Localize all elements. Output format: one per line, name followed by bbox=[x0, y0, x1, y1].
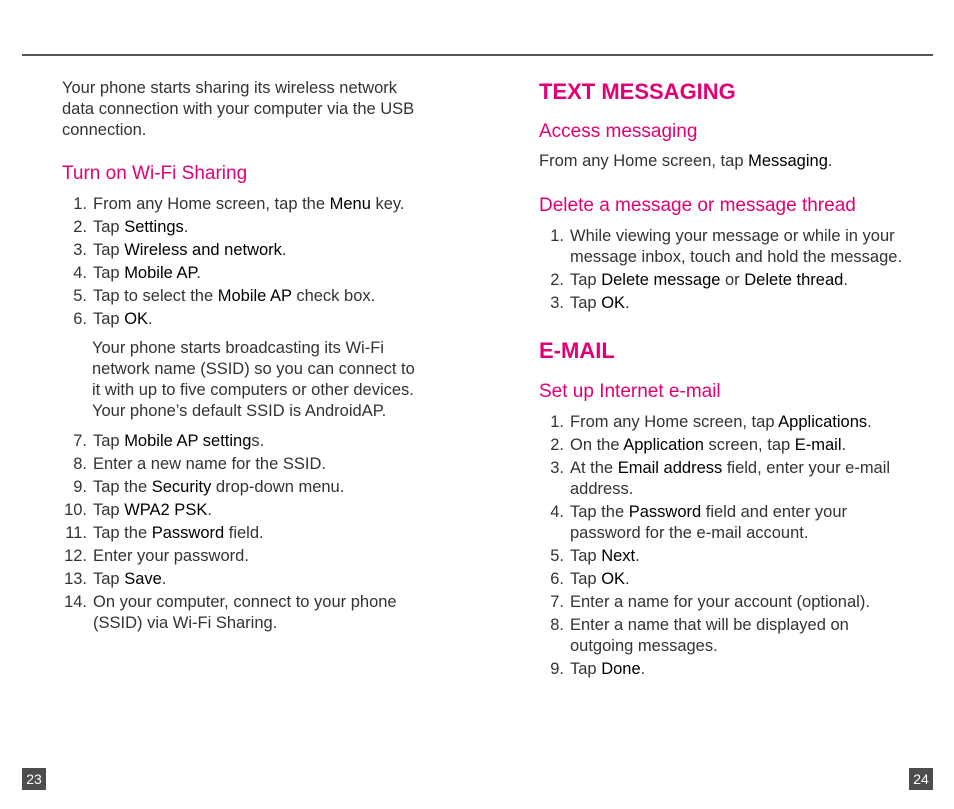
ui-term: Password bbox=[628, 503, 702, 521]
step-text: Tap the bbox=[93, 478, 152, 496]
step-number: 1. bbox=[73, 195, 87, 213]
step-text: Tap to select the bbox=[93, 287, 218, 305]
list-item bbox=[539, 546, 909, 567]
ui-term: E-mail bbox=[794, 436, 842, 454]
list-item bbox=[62, 523, 422, 544]
ui-term: Mobile AP bbox=[217, 287, 292, 305]
list-item bbox=[62, 592, 422, 634]
list-item bbox=[539, 293, 909, 314]
step-text: Tap bbox=[93, 432, 125, 450]
list-item bbox=[539, 270, 909, 291]
list-item bbox=[62, 263, 422, 284]
list-item bbox=[539, 458, 909, 500]
step-number: 3. bbox=[550, 459, 564, 477]
step-number: 5. bbox=[73, 287, 87, 305]
step-text: s. bbox=[251, 432, 265, 450]
step-text: At the bbox=[570, 459, 618, 477]
list-item bbox=[539, 226, 909, 268]
step-text: Enter a new name for the SSID. bbox=[93, 455, 326, 473]
step-number: 9. bbox=[73, 478, 87, 496]
step-text: Tap bbox=[93, 570, 125, 588]
ui-term: WPA2 PSK bbox=[124, 501, 208, 519]
ui-term: Mobile AP setting bbox=[124, 432, 252, 450]
setup-email-heading: Set up Internet e-mail bbox=[539, 381, 721, 402]
setup-steps-list bbox=[539, 412, 909, 680]
step-number: 2. bbox=[550, 271, 564, 289]
ui-term: OK bbox=[601, 294, 626, 312]
ui-term: Delete thread bbox=[744, 271, 844, 289]
step-text: . bbox=[640, 660, 646, 678]
step-number: 1. bbox=[550, 413, 564, 431]
step-text: . bbox=[625, 294, 630, 312]
step-text: check box. bbox=[291, 287, 376, 305]
list-item bbox=[62, 194, 422, 215]
step-text: Tap bbox=[570, 294, 602, 312]
step-number: 5. bbox=[550, 547, 564, 565]
step-number: 13. bbox=[64, 570, 87, 588]
list-item bbox=[62, 546, 422, 567]
step-text: . bbox=[183, 218, 189, 236]
ui-term: Menu bbox=[329, 195, 371, 213]
list-item bbox=[62, 286, 422, 307]
step-number: 2. bbox=[73, 218, 87, 236]
wifi-steps-list-continued bbox=[62, 431, 422, 634]
step-text: On your computer, connect to your phone (SSID) via Wi-Fi Sharing. bbox=[93, 593, 397, 632]
list-item bbox=[62, 240, 422, 261]
ui-term: Mobile AP bbox=[124, 264, 197, 282]
list-item bbox=[539, 659, 909, 680]
step-text: . bbox=[867, 413, 872, 431]
step-text: . bbox=[625, 570, 630, 588]
step-number: 2. bbox=[550, 436, 564, 454]
step-number: 9. bbox=[550, 660, 564, 678]
step-text: Tap bbox=[93, 501, 125, 519]
list-item bbox=[539, 412, 909, 433]
step-text: Tap bbox=[570, 570, 602, 588]
step-text: Tap bbox=[93, 264, 125, 282]
step-text: Tap bbox=[93, 218, 125, 236]
intro-paragraph: Your phone starts sharing its wireless network data connection with your computer via the USB connection. bbox=[62, 79, 415, 139]
step-text: key. bbox=[370, 195, 405, 213]
step-text: Tap the bbox=[93, 524, 152, 542]
step-number: 3. bbox=[550, 294, 564, 312]
list-item bbox=[62, 500, 422, 521]
ui-term: Done bbox=[601, 660, 641, 678]
left-column bbox=[62, 78, 422, 636]
step-text: Tap bbox=[93, 310, 125, 328]
step-text: field. bbox=[224, 524, 264, 542]
step-number: 11. bbox=[65, 524, 87, 542]
step-text: Tap the bbox=[570, 503, 629, 521]
wifi-sharing-heading: Turn on Wi-Fi Sharing bbox=[62, 163, 248, 184]
list-item bbox=[62, 431, 422, 452]
delete-message-heading: Delete a message or message thread bbox=[539, 195, 856, 216]
list-item bbox=[62, 569, 422, 590]
right-column bbox=[539, 78, 909, 682]
step-text: . bbox=[207, 501, 212, 519]
step-text: On the bbox=[570, 436, 624, 454]
list-item bbox=[539, 592, 909, 613]
text-messaging-heading: TEXT MESSAGING bbox=[539, 79, 736, 104]
step-number: 8. bbox=[550, 616, 564, 634]
ui-term: Save bbox=[124, 570, 162, 588]
delete-steps-list bbox=[539, 226, 909, 314]
step-text: . bbox=[161, 570, 167, 588]
step-text: drop-down menu. bbox=[211, 478, 345, 496]
step-text: field, enter your e-mail address. bbox=[570, 459, 891, 498]
step-text: . bbox=[148, 310, 153, 328]
step-text: or bbox=[720, 271, 745, 289]
step-text: . bbox=[841, 436, 847, 454]
step-number: 6. bbox=[73, 310, 87, 328]
ui-term: OK bbox=[601, 570, 626, 588]
list-item bbox=[539, 615, 909, 657]
messaging-term: Messaging bbox=[748, 152, 828, 170]
ui-term: OK bbox=[124, 310, 149, 328]
ui-term: Application bbox=[623, 436, 704, 454]
step-text: Tap bbox=[570, 547, 602, 565]
step-number: 14. bbox=[64, 593, 87, 611]
step-text: . bbox=[635, 547, 640, 565]
ui-term: Wireless and network bbox=[124, 241, 282, 259]
access-messaging-heading: Access messaging bbox=[539, 121, 698, 142]
ui-term: Email address bbox=[617, 459, 723, 477]
list-item bbox=[539, 502, 909, 544]
step-text: Enter your password. bbox=[93, 547, 249, 565]
step-text: Enter a name for your account (optional). bbox=[570, 593, 870, 611]
page-number-right: 24 bbox=[909, 768, 933, 790]
top-rule bbox=[22, 54, 933, 56]
step-number: 12. bbox=[64, 547, 87, 565]
list-item bbox=[62, 477, 422, 498]
list-item bbox=[62, 309, 422, 330]
step-number: 4. bbox=[550, 503, 564, 521]
list-item bbox=[62, 217, 422, 238]
step-text: . bbox=[196, 264, 201, 282]
list-item bbox=[62, 454, 422, 475]
step-text: . bbox=[281, 241, 287, 259]
ui-term: Settings bbox=[124, 218, 184, 236]
step-text: Enter a name that will be displayed on outgoing messages. bbox=[570, 616, 849, 655]
step-number: 7. bbox=[550, 593, 564, 611]
step-text: field and enter your password for the e-mail account. bbox=[570, 503, 848, 542]
step-text: Tap bbox=[570, 660, 602, 678]
step-text: While viewing your message or while in your message inbox, touch and hold the message. bbox=[570, 227, 903, 266]
list-item bbox=[539, 435, 909, 456]
step-number: 7. bbox=[73, 432, 87, 450]
step-number: 6. bbox=[550, 570, 564, 588]
step-text: Tap bbox=[93, 241, 125, 259]
page-number-left: 23 bbox=[22, 768, 46, 790]
ui-term: Password bbox=[151, 524, 225, 542]
step-number: 1. bbox=[550, 227, 564, 245]
step-text: . bbox=[843, 271, 848, 289]
broadcast-note: Your phone starts broadcasting its Wi-Fi network name (SSID) so you can connect to it with up to five computers or other devices. Your phone’s default SSID is AndroidAP. bbox=[92, 339, 415, 420]
step-text: Tap bbox=[570, 271, 602, 289]
step-text: From any Home screen, tap bbox=[570, 413, 779, 431]
list-item bbox=[539, 569, 909, 590]
access-paragraph: From any Home screen, tap Messaging. bbox=[539, 152, 833, 170]
ui-term: Delete message bbox=[601, 271, 721, 289]
ui-term: Security bbox=[151, 478, 212, 496]
step-number: 8. bbox=[73, 455, 87, 473]
ui-term: Applications bbox=[778, 413, 868, 431]
step-text: screen, tap bbox=[703, 436, 795, 454]
step-number: 3. bbox=[73, 241, 87, 259]
step-number: 4. bbox=[73, 264, 87, 282]
ui-term: Next bbox=[601, 547, 636, 565]
step-text: From any Home screen, tap the bbox=[93, 195, 330, 213]
step-number: 10. bbox=[64, 501, 87, 519]
wifi-steps-list bbox=[62, 194, 422, 330]
email-heading: E-MAIL bbox=[539, 338, 615, 363]
